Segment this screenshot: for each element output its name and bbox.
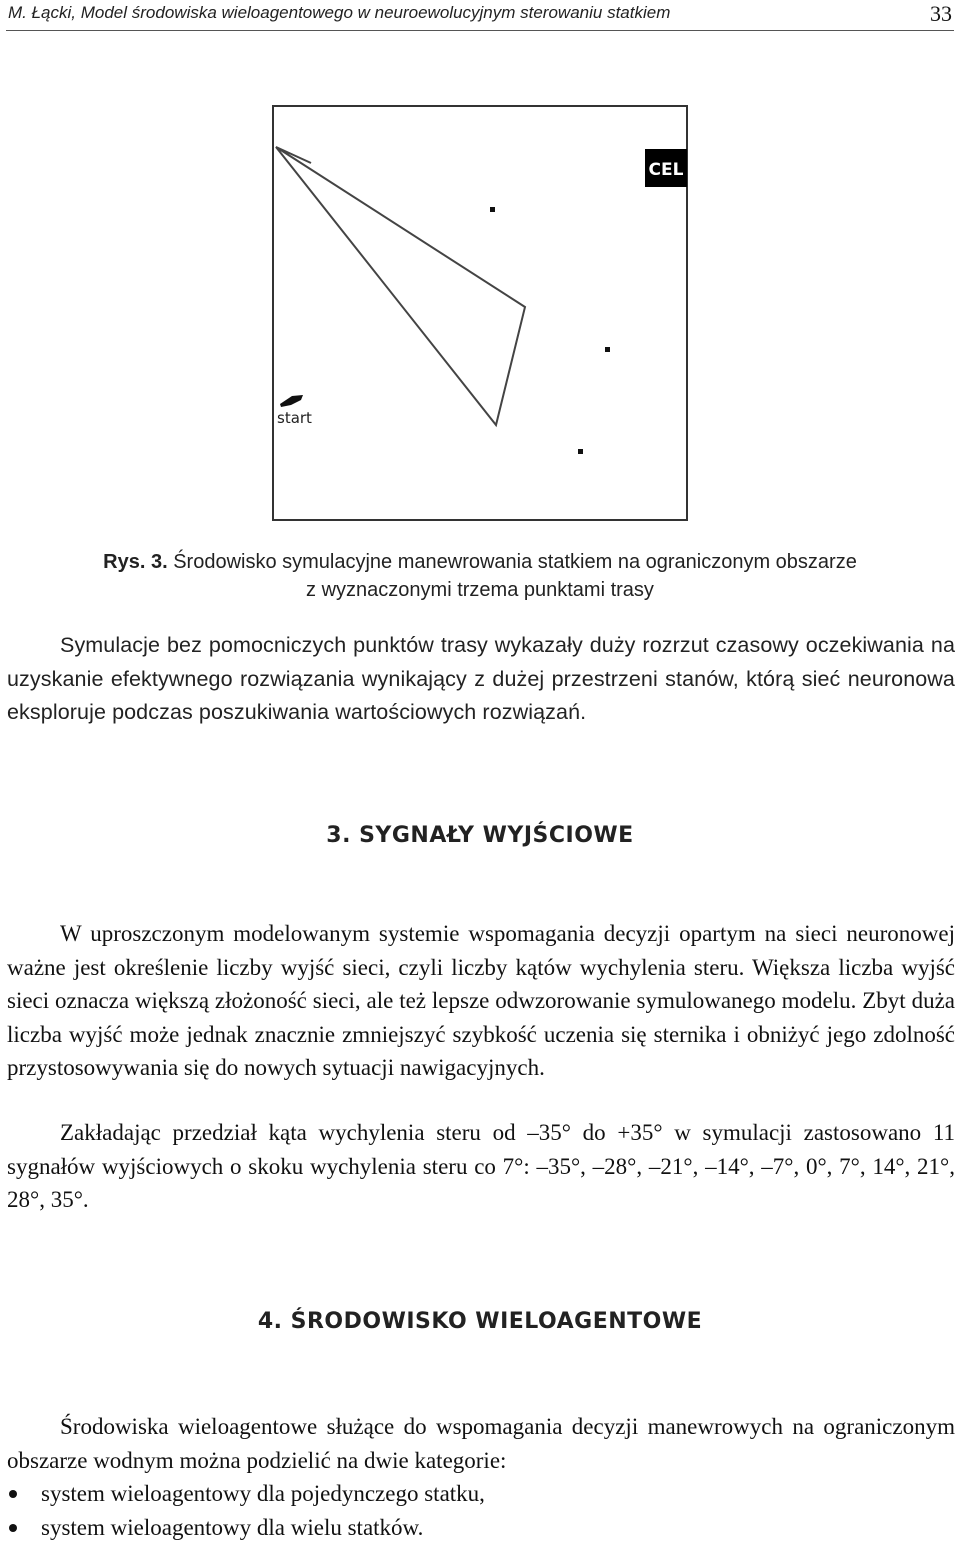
goal-label: CEL <box>649 160 684 180</box>
caption-text-2: z wyznaczonymi trzema punktami trasy <box>0 576 960 604</box>
waypoint-2 <box>605 347 610 352</box>
list-item-text: system wieloagentowy dla pojedynczego statku, <box>41 1481 485 1506</box>
section-heading-4: 4. ŚRODOWISKO WIELOAGENTOWE <box>0 1309 960 1334</box>
simulation-area <box>272 105 688 521</box>
simulation-figure <box>272 105 688 521</box>
list-item-text: system wieloagentowy dla wielu statków. <box>41 1515 423 1540</box>
running-title: M. Łącki, Model środowiska wieloagentowego w neuroewolucyjnym sterowaniu statkiem <box>8 3 670 23</box>
area-boundary <box>273 106 687 520</box>
section-heading-3: 3. SYGNAŁY WYJŚCIOWE <box>0 823 960 848</box>
caption-line-1 <box>0 548 960 576</box>
paragraph-1: Symulacje bez pomocniczych punktów trasy wykazały duży rozrzut czasowy oczekiwania na uzyskanie efektywnego rozwiązania wynikający z dużej przestrzeni stanów, którą sieć neuronowa eksploruje podczas poszukiwania wartościowych rozwiązań. <box>7 629 955 730</box>
bullet-icon <box>9 1490 17 1498</box>
caption-label: Rys. 3. <box>103 551 167 573</box>
paragraph-3: Zakładając przedział kąta wychylenia steru od –35° do +35° w symulacji zastosowano 11 sygnałów wyjściowych o skoku wychylenia steru co 7°: –35°, –28°, –21°, –14°, –7°, 0°, 7°, 14°, 21°, 28°, 35°. <box>7 1116 955 1217</box>
page-number: 33 <box>930 1 952 27</box>
waypoint-3 <box>578 449 583 454</box>
start-label: start <box>277 409 312 427</box>
caption-text-1: Środowisko symulacyjne manewrowania statkiem na ograniczonym obszarze <box>173 551 857 573</box>
paragraph-4: Środowiska wieloagentowe służące do wspomagania decyzji manewrowych na ograniczonym obszarze wodnym można podzielić na dwie kategorie: <box>7 1410 955 1477</box>
figure-caption <box>0 548 960 604</box>
running-header <box>6 0 954 31</box>
category-list <box>7 1477 485 1544</box>
list-item <box>7 1477 485 1511</box>
paragraph-2: W uproszczonym modelowanym systemie wspomagania decyzji opartym na sieci neuronowej ważne jest określenie liczby wyjść sieci, czyli liczby kątów wychylenia steru. Większa liczba wyjść sieci oznacza większą złożoność sieci, ale też lepsze odwzorowanie symulowanego modelu. Zbyt duża liczba wyjść może jednak znacznie zmniejszyć szybkość uczenia się sternika i obniżyć jego zdolność przystosowywania się do nowych sytuacji nawigacyjnych. <box>7 917 955 1085</box>
bullet-icon <box>9 1524 17 1532</box>
waypoint-1 <box>490 207 495 212</box>
